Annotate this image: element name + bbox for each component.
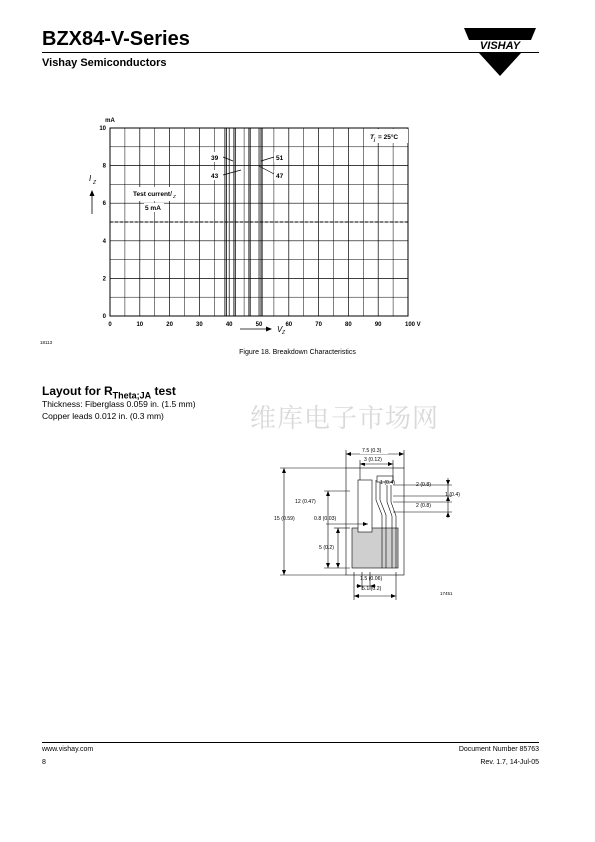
dim-width-bottom: 5.1 (0.2) <box>362 586 382 592</box>
x-axis-label <box>240 325 286 336</box>
svg-text:Z: Z <box>282 330 286 336</box>
y-tick-label: 2 <box>102 276 106 283</box>
svg-text:V: V <box>277 325 283 334</box>
svg-text:Z: Z <box>93 180 97 186</box>
y-axis-label <box>89 174 97 214</box>
drawing-figure-id: 17451 <box>440 591 453 596</box>
dim-gap-b: 2 (0.8) <box>416 503 431 509</box>
footer-website: www.vishay.com <box>42 746 94 753</box>
series-label-47: 47 <box>276 173 284 180</box>
x-tick-label: 50 <box>255 322 263 328</box>
svg-text:5 mA: 5 mA <box>145 205 161 212</box>
svg-text:T: T <box>370 134 374 141</box>
x-tick-label: 30 <box>196 322 203 328</box>
y-tick-label: 0 <box>102 314 106 320</box>
y-tick-label: 10 <box>99 126 106 132</box>
thickness-text: Thickness: Fiberglass 0.059 in. (1.5 mm) <box>42 399 196 409</box>
x-tick-label: 70 <box>315 322 322 328</box>
y-tick-label: 4 <box>102 238 106 245</box>
dim-height-12: 12 (0.47) <box>295 499 316 505</box>
y-tick-label: 8 <box>102 163 106 170</box>
dim-lead-width: 1 (0.4) <box>380 480 395 486</box>
company-subtitle: Vishay Semiconductors <box>42 57 167 69</box>
x-tick-label: 100 V <box>405 322 421 328</box>
condition-label <box>366 129 408 143</box>
dim-gap-a: 2 (0.8) <box>416 482 431 488</box>
x-tick-label: 80 <box>345 322 352 328</box>
svg-text:Z: Z <box>173 194 176 199</box>
footer-revision: Rev. 1.7, 14-Jul-05 <box>480 759 539 766</box>
svg-text:Test current: Test current <box>133 191 171 198</box>
logo-text: VISHAY <box>479 40 521 52</box>
dim-height-5: 5 (0.2) <box>319 545 334 551</box>
dim-lead-08: 0.8 (0.03) <box>314 516 337 522</box>
svg-text:= 25°C: = 25°C <box>378 134 399 141</box>
footer-page-number: 8 <box>42 759 46 766</box>
footer-rule <box>42 742 539 743</box>
chart-grid <box>110 128 408 316</box>
dim-pitch: 1.5 (0.06) <box>360 576 383 582</box>
dim-height-total: 15 (0.59) <box>274 516 295 522</box>
series-label-51: 51 <box>276 155 284 162</box>
x-tick-label: 60 <box>285 322 293 328</box>
svg-text:j: j <box>374 137 376 142</box>
series-label-43: 43 <box>211 173 219 180</box>
series-label-39: 39 <box>211 155 219 162</box>
x-tick-label: 90 <box>374 322 382 328</box>
watermark-text: 维库电子市场网 <box>250 404 440 434</box>
footer-doc-number: Document Number 85763 <box>458 746 539 753</box>
figure-caption: Figure 18. Breakdown Characteristics <box>239 349 356 356</box>
svg-text:I: I <box>170 191 172 198</box>
y-unit-label: mA <box>105 118 115 124</box>
section-title: Layout for $R_{Theta;JA}$ test <box>42 384 176 401</box>
x-tick-label: 10 <box>136 322 144 328</box>
page-title: BZX84-V-Series <box>42 28 190 50</box>
x-tick-label: 40 <box>225 322 233 328</box>
dim-gap-mid: 1 (0.4) <box>445 492 460 498</box>
chart-figure-id: 18113 <box>40 340 53 345</box>
breakdown-chart <box>40 112 440 347</box>
dim-width-top: 7.5 (0.3) <box>362 448 382 454</box>
copper-leads-text: Copper leads 0.012 in. (0.3 mm) <box>42 411 164 421</box>
pcb-layout-drawing <box>270 440 480 605</box>
x-tick-label: 0 <box>108 322 112 328</box>
svg-text:I: I <box>89 174 92 183</box>
test-current-annotation <box>132 187 180 212</box>
dim-width-inner: 3 (0.12) <box>364 457 382 463</box>
x-tick-label: 20 <box>166 322 173 328</box>
y-tick-label: 6 <box>102 201 106 208</box>
vishay-logo <box>460 28 540 78</box>
